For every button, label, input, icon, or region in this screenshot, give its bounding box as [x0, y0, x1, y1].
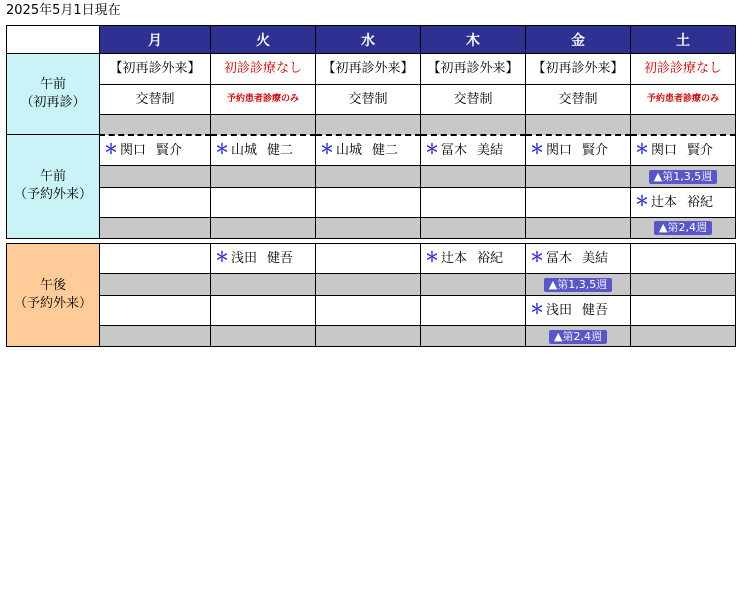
am-revisit-thu-grey: [421, 115, 526, 135]
asterisk-icon: ＊: [530, 302, 544, 318]
doctor-last-name: 関口: [546, 142, 573, 158]
asterisk-icon: ＊: [104, 141, 118, 158]
pm-wed-grey-2: [316, 326, 421, 347]
am-revisit-sat-line1: 初診診療なし: [631, 54, 736, 85]
am-tue-doctor-2: [211, 187, 316, 217]
am-revisit-sat-grey: [631, 115, 736, 135]
doctor-last-name: 冨木: [441, 142, 468, 158]
am-revisit-thu-line2: 交替制: [421, 85, 526, 115]
pm-thu-doctor-2: [421, 296, 526, 326]
am-revisit-fri-line1: 【初再診外来】: [526, 54, 631, 85]
asterisk-icon: ＊: [635, 193, 649, 210]
am-revisit-fri-grey: [526, 115, 631, 135]
doctor-last-name: 浅田: [546, 303, 573, 318]
am-revisit-mon-grey: [100, 115, 211, 135]
doctor-last-name: 山城: [231, 142, 258, 158]
am-thu-grey-1: [421, 165, 526, 187]
pm-mon-grey-2: [100, 326, 211, 347]
am-fri-grey-1: [526, 165, 631, 187]
am-revisit-tue-line1: 初診診療なし: [211, 54, 316, 85]
asterisk-icon: ＊: [425, 250, 439, 266]
asterisk-icon: ＊: [215, 141, 229, 158]
asterisk-icon: ＊: [635, 141, 649, 158]
day-header-thu: 木: [421, 26, 526, 54]
am-revisit-wed-grey: [316, 115, 421, 135]
doctor-first-name: 賢介: [156, 142, 183, 158]
pm-thu-grey-2: [421, 326, 526, 347]
label-am-no-appt: [7, 135, 100, 239]
label-am-revisit-line2: （初再診）: [20, 95, 86, 110]
day-header-mon: 月: [100, 26, 211, 54]
header-corner: [7, 26, 100, 54]
am-fri-doctor-2: [526, 187, 631, 217]
pm-mon-grey-1: [100, 274, 211, 296]
am-sat-doctor-1: [631, 135, 736, 166]
am-wed-grey-1: [316, 165, 421, 187]
week-badge: ▲第2,4週: [549, 330, 607, 344]
am-revisit-wed-line2: 交替制: [316, 85, 421, 115]
doctor-first-name: 美結: [582, 251, 609, 266]
asterisk-icon: ＊: [530, 141, 544, 158]
am-wed-doctor-1: [316, 135, 421, 166]
doctor-last-name: 辻本: [651, 194, 678, 210]
am-sat-week-badge-cell: [631, 165, 736, 187]
doctor-first-name: 健吾: [267, 251, 294, 266]
am-fri-grey-2: [526, 217, 631, 238]
doctor-first-name: 賢介: [687, 142, 714, 158]
pm-wed-doctor-2: [316, 296, 421, 326]
day-header-fri: 金: [526, 26, 631, 54]
am-revisit-mon-line1: 【初再診外来】: [100, 54, 211, 85]
day-header-wed: 水: [316, 26, 421, 54]
doctor-first-name: 裕紀: [687, 194, 714, 210]
label-pm-no-appt-line2: （予約外来）: [13, 296, 92, 311]
doctor-last-name: 辻本: [441, 251, 468, 266]
pm-wed-grey-1: [316, 274, 421, 296]
pm-thu-grey-1: [421, 274, 526, 296]
pm-sat-doctor-1: [631, 244, 736, 274]
doctor-first-name: 健二: [267, 142, 294, 158]
pm-sat-grey-1: [631, 274, 736, 296]
am-mon-doctor-2: [100, 187, 211, 217]
label-am-no-appt-line1: 午前: [39, 169, 66, 185]
day-header-sat: 土: [631, 26, 736, 54]
am-fri-doctor-1: [526, 135, 631, 166]
afternoon-schedule-table: [6, 243, 736, 347]
doctor-last-name: 関口: [120, 142, 147, 158]
doctor-first-name: 裕紀: [477, 251, 504, 266]
doctor-first-name: 美結: [477, 142, 504, 158]
am-wed-grey-2: [316, 217, 421, 238]
pm-fri-week-badge-cell-2: [526, 326, 631, 347]
pm-mon-doctor-2: [100, 296, 211, 326]
asterisk-icon: ＊: [425, 141, 439, 158]
doctor-last-name: 冨木: [546, 251, 573, 266]
am-revisit-sat-line2: 予約患者診療のみ: [631, 85, 736, 115]
week-badge: ▲第1,3,5週: [649, 170, 717, 184]
pm-fri-doctor-1: [526, 244, 631, 274]
day-header-tue: 火: [211, 26, 316, 54]
am-revisit-mon-line2: 交替制: [100, 85, 211, 115]
pm-tue-doctor-2: [211, 296, 316, 326]
pm-tue-grey-1: [211, 274, 316, 296]
am-revisit-tue-grey: [211, 115, 316, 135]
asterisk-icon: ＊: [320, 141, 334, 158]
as-of-date: 2025年5月1日現在: [6, 3, 121, 18]
asterisk-icon: ＊: [215, 250, 229, 266]
am-thu-grey-2: [421, 217, 526, 238]
am-tue-doctor-1: [211, 135, 316, 166]
label-am-revisit: [7, 54, 100, 135]
pm-tue-grey-2: [211, 326, 316, 347]
am-mon-doctor-1: [100, 135, 211, 166]
label-am-revisit-line1: 午前: [39, 77, 66, 92]
week-badge: ▲第1,3,5週: [544, 278, 612, 292]
am-sat-doctor-2: [631, 187, 736, 217]
pm-sat-grey-2: [631, 326, 736, 347]
doctor-last-name: 山城: [336, 142, 363, 158]
week-badge: ▲第2,4週: [654, 221, 712, 235]
label-pm-no-appt: [7, 244, 100, 347]
pm-wed-doctor-1: [316, 244, 421, 274]
am-revisit-wed-line1: 【初再診外来】: [316, 54, 421, 85]
pm-fri-doctor-2: [526, 296, 631, 326]
am-mon-grey-1: [100, 165, 211, 187]
day-header-row: [7, 26, 736, 54]
morning-schedule-table: [6, 25, 736, 239]
label-pm-no-appt-line1: 午後: [39, 278, 66, 293]
pm-thu-doctor-1: [421, 244, 526, 274]
pm-sat-doctor-2: [631, 296, 736, 326]
am-revisit-thu-line1: 【初再診外来】: [421, 54, 526, 85]
am-thu-doctor-2: [421, 187, 526, 217]
label-am-no-appt-line2: （予約外来）: [13, 187, 92, 203]
pm-mon-doctor-1: [100, 244, 211, 274]
am-revisit-tue-line2: 予約患者診療のみ: [211, 85, 316, 115]
pm-tue-doctor-1: [211, 244, 316, 274]
doctor-last-name: 浅田: [231, 251, 258, 266]
doctor-first-name: 健二: [372, 142, 399, 158]
pm-fri-week-badge-cell: [526, 274, 631, 296]
am-tue-grey-1: [211, 165, 316, 187]
am-sat-week-badge-cell-2: [631, 217, 736, 238]
am-wed-doctor-2: [316, 187, 421, 217]
doctor-first-name: 賢介: [582, 142, 609, 158]
doctor-last-name: 関口: [651, 142, 678, 158]
am-thu-doctor-1: [421, 135, 526, 166]
doctor-first-name: 健吾: [582, 303, 609, 318]
asterisk-icon: ＊: [530, 250, 544, 266]
am-revisit-fri-line2: 交替制: [526, 85, 631, 115]
am-mon-grey-2: [100, 217, 211, 238]
am-tue-grey-2: [211, 217, 316, 238]
